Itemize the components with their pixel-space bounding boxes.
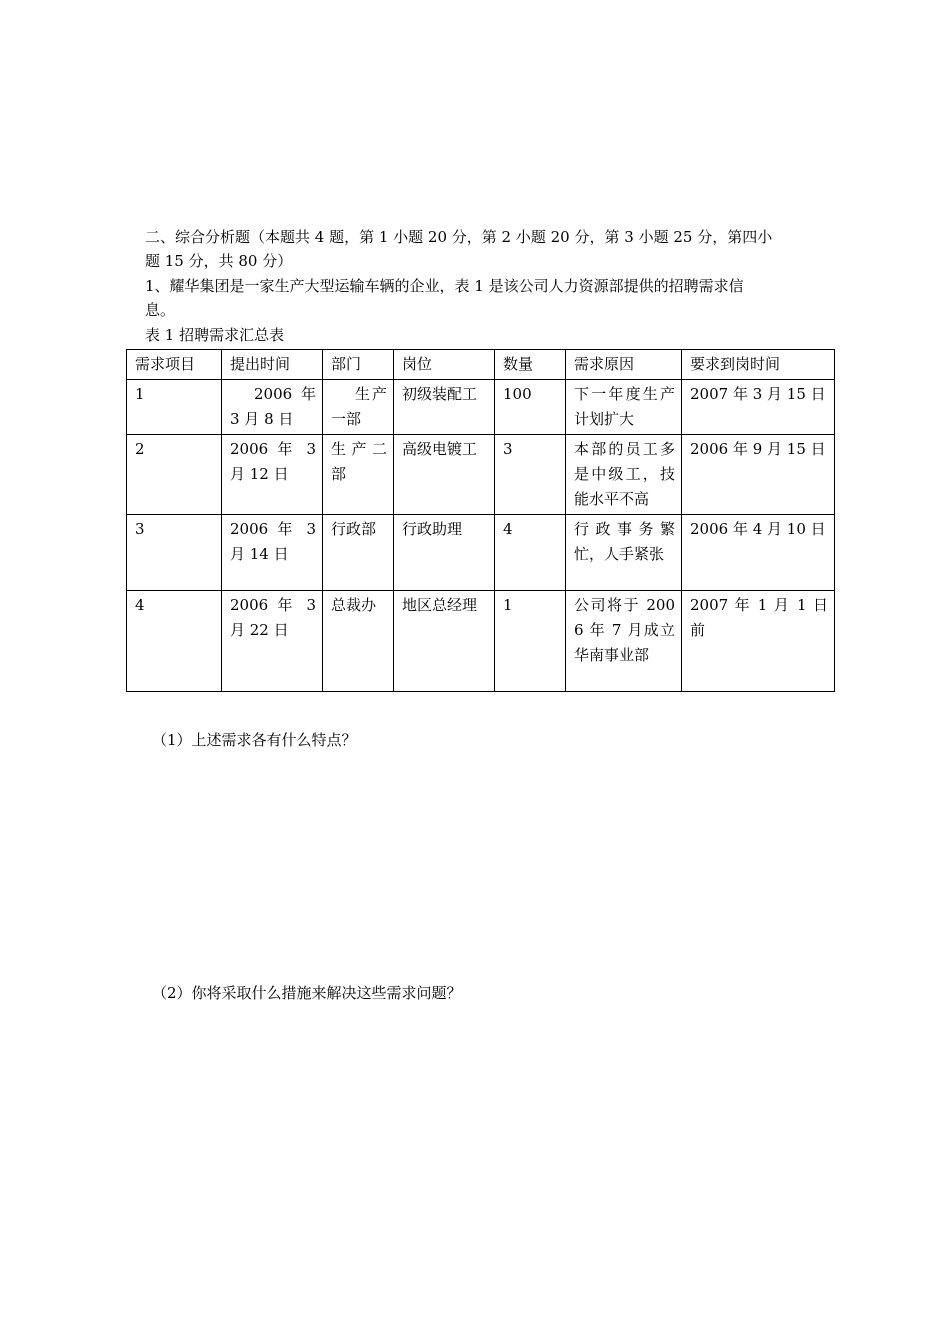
table-cell: 公司将于 2006 年 7 月成立华南事业部 — [566, 591, 682, 692]
table-cell: 3 — [495, 435, 566, 515]
table-cell: 生产二部 — [323, 435, 394, 515]
table-cell: 2006 年 3 月 8 日 — [222, 380, 323, 435]
question-intro-line-1: 1、耀华集团是一家生产大型运输车辆的企业，表 1 是该公司人力资源部提供的招聘需求信 — [145, 277, 744, 295]
recruitment-demand-table — [126, 349, 834, 692]
table-cell: 行政部 — [323, 515, 394, 591]
header-cell: 要求到岗时间 — [682, 350, 835, 380]
table-row — [127, 435, 835, 515]
table-header-row — [127, 350, 835, 380]
table-cell: 4 — [495, 515, 566, 591]
table-cell: 下一年度生产计划扩大 — [566, 380, 682, 435]
table-cell: 4 — [127, 591, 222, 692]
table-cell: 1 — [495, 591, 566, 692]
table-cell: 100 — [495, 380, 566, 435]
table-cell: 2006 年 3 月 12 日 — [222, 435, 323, 515]
table-cell: 生产一部 — [323, 380, 394, 435]
table-cell: 3 — [127, 515, 222, 591]
table-cell: 行政事务繁忙，人手紧张 — [566, 515, 682, 591]
table-cell: 2006 年 3 月 22 日 — [222, 591, 323, 692]
table-cell: 2006 年 3 月 14 日 — [222, 515, 323, 591]
table-row — [127, 515, 835, 591]
table-cell: 2007 年 3 月 15 日 — [682, 380, 835, 435]
table-cell: 初级装配工 — [394, 380, 495, 435]
table-cell: 2 — [127, 435, 222, 515]
table-cell: 2006 年 4 月 10 日 — [682, 515, 835, 591]
table-cell: 地区总经理 — [394, 591, 495, 692]
header-cell: 岗位 — [394, 350, 495, 380]
table-row — [127, 380, 835, 435]
table-caption: 表 1 招聘需求汇总表 — [145, 326, 285, 344]
table-cell: 2007 年 1 月 1 日前 — [682, 591, 835, 692]
header-cell: 需求项目 — [127, 350, 222, 380]
table-cell: 行政助理 — [394, 515, 495, 591]
header-cell: 需求原因 — [566, 350, 682, 380]
header-cell: 提出时间 — [222, 350, 323, 380]
header-cell: 数量 — [495, 350, 566, 380]
sub-question-1: （1）上述需求各有什么特点？ — [152, 731, 357, 749]
table-cell: 2006 年 9 月 15 日 — [682, 435, 835, 515]
table-cell: 1 — [127, 380, 222, 435]
table-row — [127, 591, 835, 692]
question-intro-line-2: 息。 — [145, 301, 176, 319]
table-cell: 总裁办 — [323, 591, 394, 692]
section-heading-line-1: 二、综合分析题（本题共 4 题，第 1 小题 20 分，第 2 小题 20 分，第 3 小题 25 分，第四小 — [145, 228, 773, 246]
section-heading-line-2: 题 15 分，共 80 分） — [145, 252, 293, 270]
header-cell: 部门 — [323, 350, 394, 380]
table-cell: 本部的员工多是中级工，技能水平不高 — [566, 435, 682, 515]
table-cell: 高级电镀工 — [394, 435, 495, 515]
sub-question-2: （2）你将采取什么措施来解决这些需求问题？ — [152, 984, 462, 1002]
